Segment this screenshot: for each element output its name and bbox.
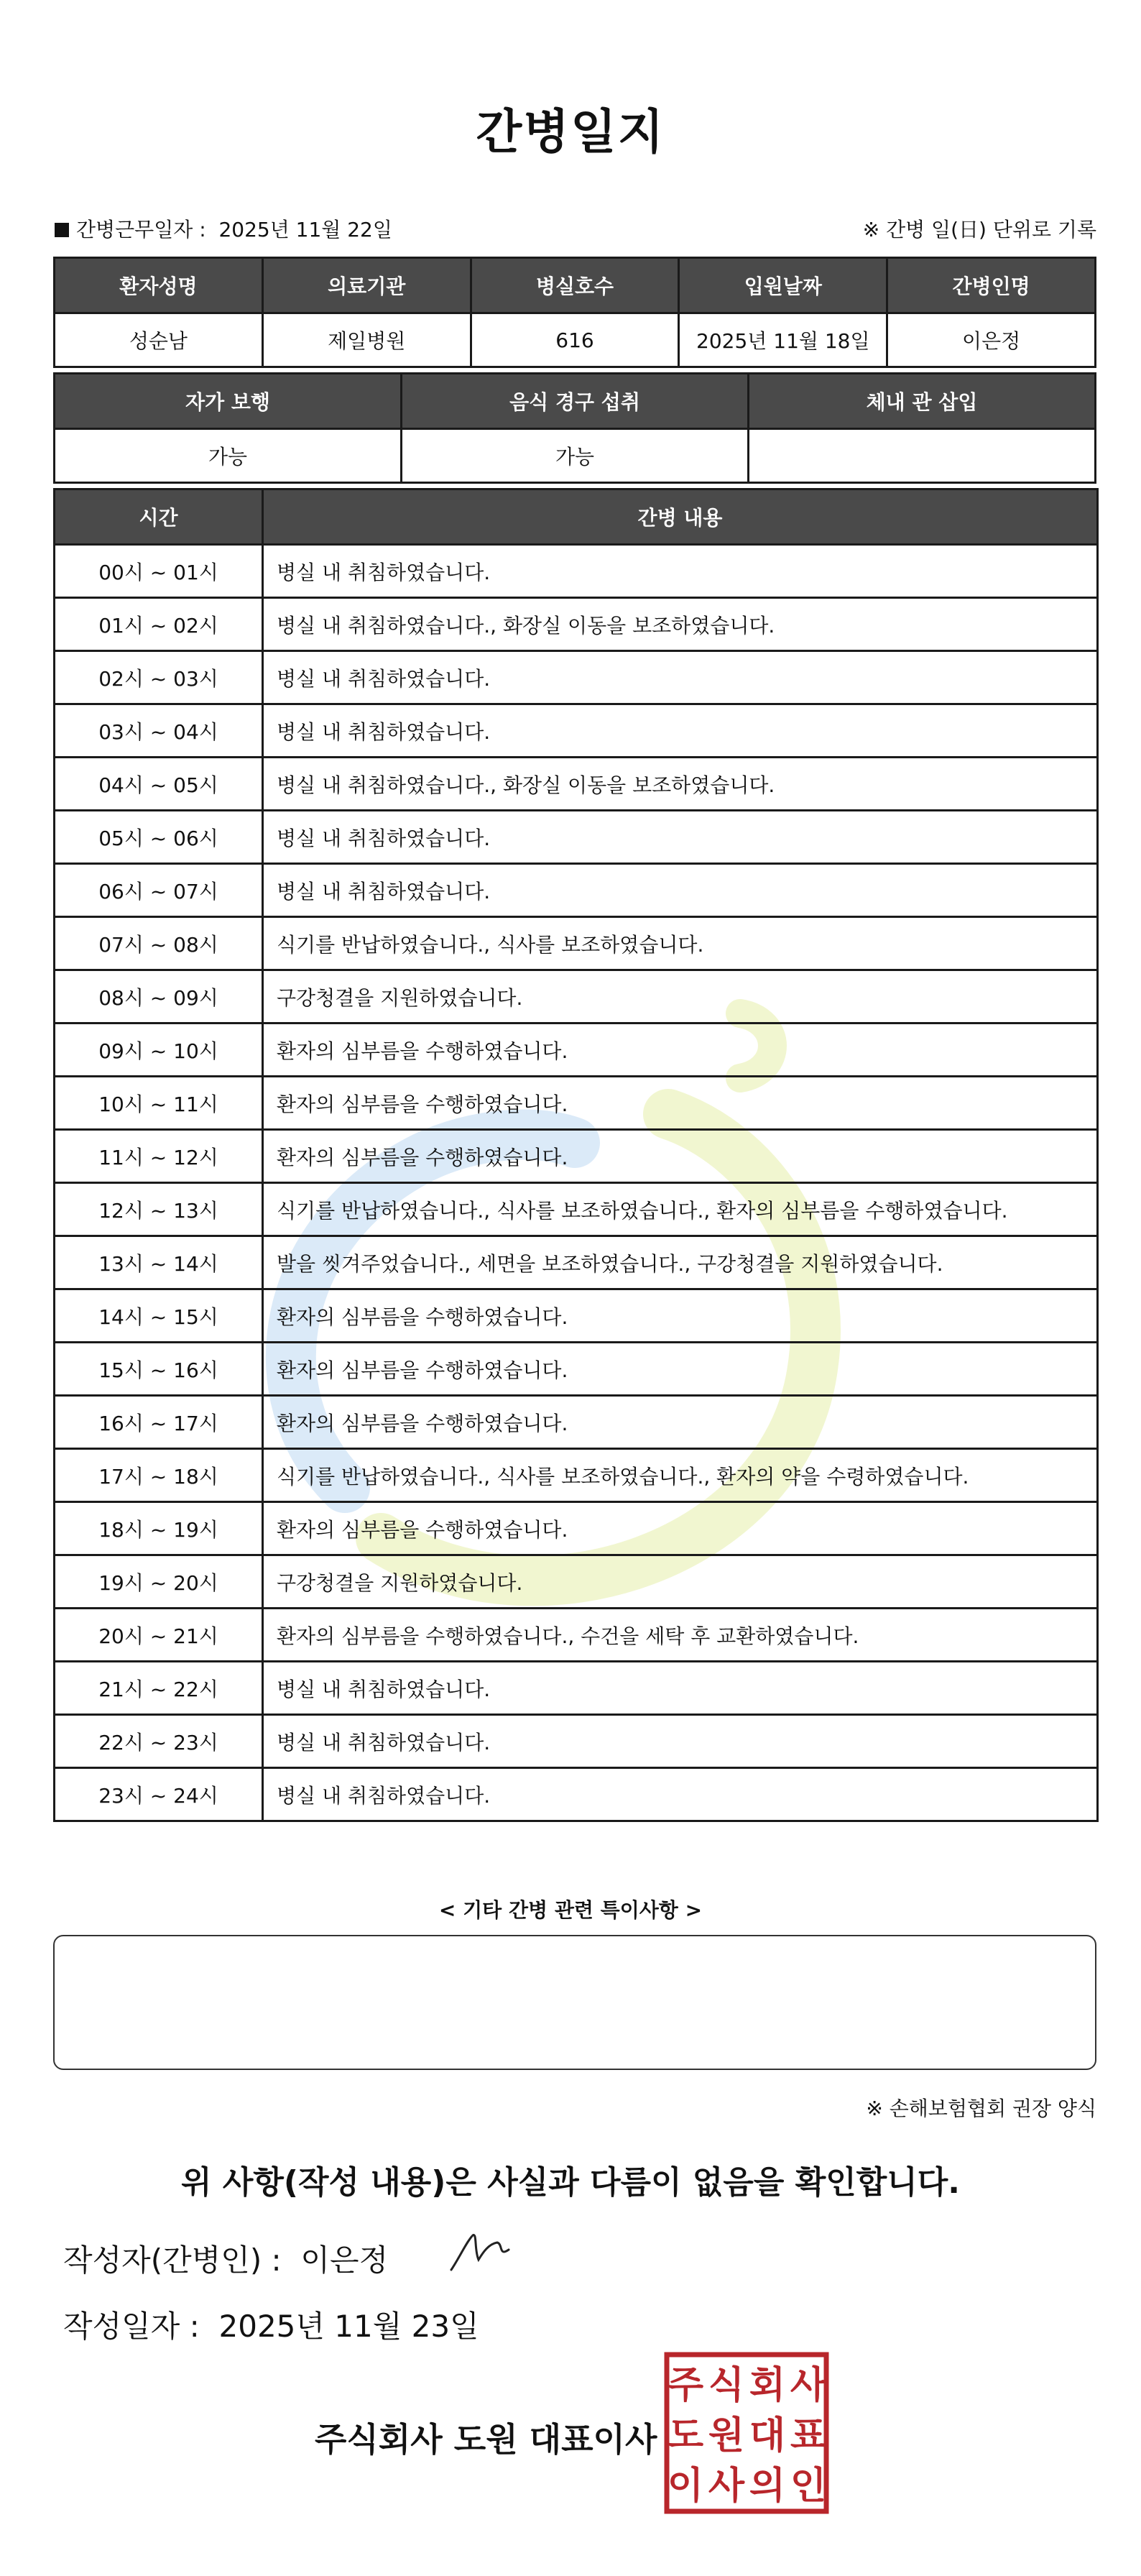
company-seal-icon [664, 2352, 829, 2514]
seal-character: 의 [749, 2465, 786, 2508]
row-time: 14시 ~ 15시 [55, 1289, 263, 1343]
write-date-value: 2025년 11월 23일 [218, 2309, 479, 2344]
table-row [55, 758, 1098, 811]
row-content: 식기를 반납하였습니다., 식사를 보조하였습니다., 환자의 약을 수령하였습니다. [263, 1449, 1098, 1502]
header-oral-intake: 음식 경구 섭취 [402, 374, 749, 429]
seal-character: 표 [790, 2414, 827, 2457]
row-time: 06시 ~ 07시 [55, 864, 263, 917]
row-time: 20시 ~ 21시 [55, 1609, 263, 1662]
self-walking-value: 가능 [55, 429, 402, 483]
table-row [55, 1715, 1098, 1768]
table-row [55, 1609, 1098, 1662]
row-time: 13시 ~ 14시 [55, 1236, 263, 1289]
row-content: 병실 내 취침하였습니다. [263, 704, 1098, 758]
patient-name: 성순남 [55, 313, 263, 367]
work-date-value: 2025년 11월 22일 [218, 218, 392, 242]
write-date-line [63, 2303, 479, 2346]
row-time: 04시 ~ 05시 [55, 758, 263, 811]
row-content: 발을 씻겨주었습니다., 세면을 보조하였습니다., 구강청결을 지원하였습니다. [263, 1236, 1098, 1289]
signature-icon [445, 2228, 517, 2278]
row-content: 병실 내 취침하였습니다. [263, 1768, 1098, 1821]
work-date-label: 간병근무일자 : [76, 218, 206, 242]
row-time: 00시 ~ 01시 [55, 545, 263, 598]
header-care-content: 간병 내용 [263, 489, 1098, 545]
row-content: 환자의 심부름을 수행하였습니다. [263, 1289, 1098, 1343]
confirmation-statement: 위 사항(작성 내용)은 사실과 다름이 없음을 확인합니다. [181, 2164, 960, 2201]
table-row [55, 704, 1098, 758]
writer-name: 이은정 [300, 2242, 389, 2278]
care-log-table [53, 488, 1099, 1822]
row-content: 병실 내 취침하였습니다. [263, 864, 1098, 917]
table-row [55, 917, 1098, 970]
row-content: 환자의 심부름을 수행하였습니다. [263, 1502, 1098, 1555]
row-content: 병실 내 취침하였습니다. [263, 545, 1098, 598]
table-row [55, 1662, 1098, 1715]
row-time: 15시 ~ 16시 [55, 1343, 263, 1396]
seal-character: 도 [667, 2414, 704, 2457]
row-time: 01시 ~ 02시 [55, 598, 263, 651]
seal-character: 주 [667, 2364, 704, 2407]
table-row [55, 1183, 1098, 1236]
room-number: 616 [471, 313, 679, 367]
seal-character: 사 [790, 2364, 827, 2407]
row-content: 병실 내 취침하였습니다., 화장실 이동을 보조하였습니다. [263, 598, 1098, 651]
row-content: 환자의 심부름을 수행하였습니다. [263, 1024, 1098, 1077]
header-caregiver-name: 간병인명 [887, 258, 1096, 313]
seal-character: 식 [708, 2364, 745, 2407]
patient-status-table [53, 372, 1096, 484]
form-source-note: ※ 손해보험협회 권장 양식 [866, 2097, 1096, 2120]
table-row [55, 1343, 1098, 1396]
table-row [55, 1502, 1098, 1555]
header-admission-date: 입원날짜 [679, 258, 887, 313]
row-time: 18시 ~ 19시 [55, 1502, 263, 1555]
table-row [55, 1077, 1098, 1130]
header-self-walking: 자가 보행 [55, 374, 402, 429]
table-row [55, 545, 1098, 598]
row-content: 병실 내 취침하였습니다. [263, 1662, 1098, 1715]
special-notes-box [53, 1935, 1096, 2070]
admission-date: 2025년 11월 18일 [679, 313, 887, 367]
table-row [55, 1449, 1098, 1502]
seal-character: 회 [749, 2364, 786, 2407]
writer-line [63, 2237, 388, 2280]
seal-character: 인 [790, 2465, 827, 2508]
row-time: 16시 ~ 17시 [55, 1396, 263, 1449]
table-row [55, 1236, 1098, 1289]
seal-character: 사 [708, 2465, 745, 2508]
record-unit-note: ※ 간병 일(日) 단위로 기록 [862, 218, 1096, 242]
company-representative: 주식회사 도원 대표이사 [315, 2420, 657, 2459]
table-row [55, 1024, 1098, 1077]
table-row [55, 1768, 1098, 1821]
row-content: 환자의 심부름을 수행하였습니다. [263, 1077, 1098, 1130]
header-room-number: 병실호수 [471, 258, 679, 313]
row-content: 병실 내 취침하였습니다. [263, 811, 1098, 864]
table-row [55, 970, 1098, 1024]
row-time: 22시 ~ 23시 [55, 1715, 263, 1768]
row-time: 07시 ~ 08시 [55, 917, 263, 970]
table-row [55, 1555, 1098, 1609]
row-time: 17시 ~ 18시 [55, 1449, 263, 1502]
row-time: 10시 ~ 11시 [55, 1077, 263, 1130]
row-content: 환자의 심부름을 수행하였습니다. [263, 1130, 1098, 1183]
row-time: 02시 ~ 03시 [55, 651, 263, 704]
header-tube-insertion: 체내 관 삽입 [749, 374, 1096, 429]
table-row [55, 1289, 1098, 1343]
page-title: 간병일지 [476, 104, 665, 160]
row-time: 23시 ~ 24시 [55, 1768, 263, 1821]
oral-intake-value: 가능 [402, 429, 749, 483]
header-time: 시간 [55, 489, 263, 545]
row-content: 환자의 심부름을 수행하였습니다., 수건을 세탁 후 교환하였습니다. [263, 1609, 1098, 1662]
row-time: 09시 ~ 10시 [55, 1024, 263, 1077]
row-time: 05시 ~ 06시 [55, 811, 263, 864]
write-date-label: 작성일자 : [63, 2309, 200, 2344]
row-content: 병실 내 취침하였습니다., 화장실 이동을 보조하였습니다. [263, 758, 1098, 811]
seal-character: 이 [667, 2465, 704, 2508]
row-time: 03시 ~ 04시 [55, 704, 263, 758]
table-row [55, 864, 1098, 917]
special-notes-title: < 기타 간병 관련 특이사항 > [438, 1898, 703, 1922]
row-time: 19시 ~ 20시 [55, 1555, 263, 1609]
writer-label: 작성자(간병인) : [63, 2242, 282, 2278]
hospital: 제일병원 [262, 313, 471, 367]
header-patient-name: 환자성명 [55, 258, 263, 313]
row-content: 식기를 반납하였습니다., 식사를 보조하였습니다., 환자의 심부름을 수행하였습니다. [263, 1183, 1098, 1236]
tube-insertion-value [749, 429, 1096, 483]
table-row [55, 1396, 1098, 1449]
table-row [55, 651, 1098, 704]
table-row [55, 811, 1098, 864]
table-row [55, 598, 1098, 651]
header-hospital: 의료기관 [262, 258, 471, 313]
caregiver-name: 이은정 [887, 313, 1096, 367]
row-content: 구강청결을 지원하였습니다. [263, 970, 1098, 1024]
row-content: 병실 내 취침하였습니다. [263, 1715, 1098, 1768]
seal-character: 대 [749, 2414, 786, 2457]
seal-character: 원 [708, 2414, 745, 2457]
row-content: 환자의 심부름을 수행하였습니다. [263, 1396, 1098, 1449]
row-content: 구강청결을 지원하였습니다. [263, 1555, 1098, 1609]
patient-info-table [53, 257, 1096, 368]
row-time: 08시 ~ 09시 [55, 970, 263, 1024]
table-row [55, 1130, 1098, 1183]
row-time: 21시 ~ 22시 [55, 1662, 263, 1715]
row-content: 환자의 심부름을 수행하였습니다. [263, 1343, 1098, 1396]
row-time: 12시 ~ 13시 [55, 1183, 263, 1236]
square-bullet-icon [55, 223, 69, 237]
work-date [55, 214, 392, 243]
row-content: 식기를 반납하였습니다., 식사를 보조하였습니다. [263, 917, 1098, 970]
row-time: 11시 ~ 12시 [55, 1130, 263, 1183]
row-content: 병실 내 취침하였습니다. [263, 651, 1098, 704]
